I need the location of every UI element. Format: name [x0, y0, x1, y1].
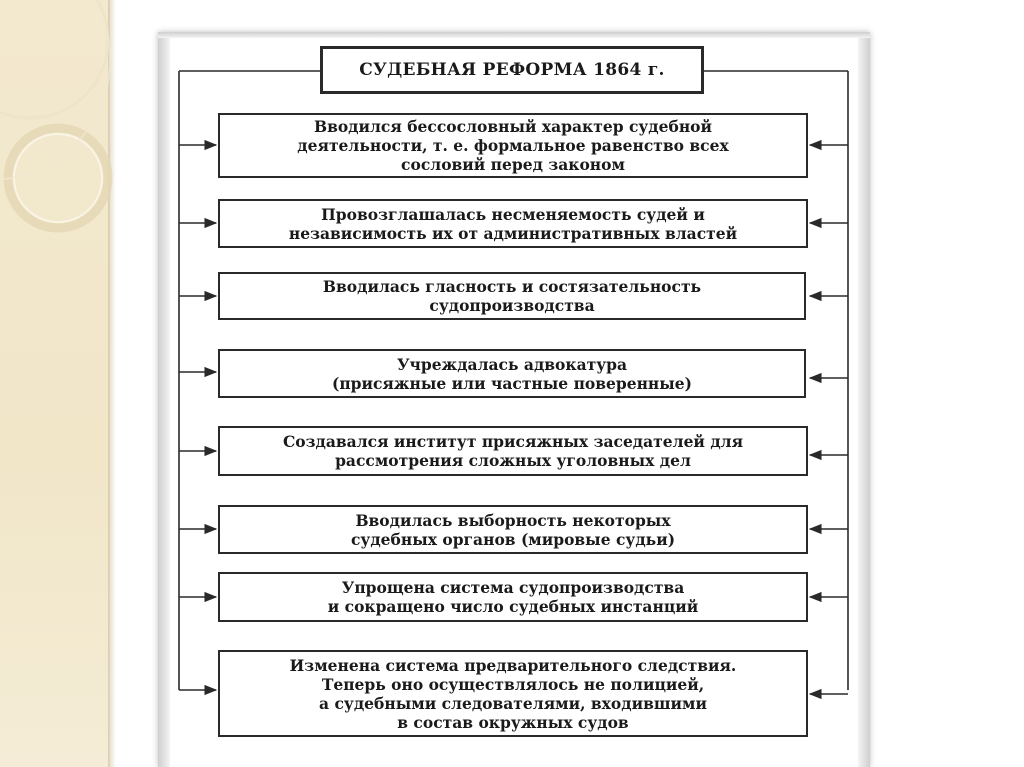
- reform-item-7: Упрощена система судопроизводства и сокращено число судебных инстанций: [218, 572, 808, 622]
- reform-item-5: Создавался институт присяжных заседателей для рассмотрения сложных уголовных дел: [218, 426, 808, 476]
- reform-item-4: Учреждалась адвокатура (присяжные или частные поверенные): [218, 349, 806, 398]
- diagram-title: СУДЕБНАЯ РЕФОРМА 1864 г.: [320, 46, 704, 94]
- reform-item-8: Изменена система предварительного следствия. Теперь оно осуществлялось не полицией, а судебными следователями, входившими в состав окружных судов: [218, 650, 808, 737]
- reform-item-3: Вводилась гласность и состязательность судопроизводства: [218, 272, 806, 320]
- reform-item-1: Вводился бессословный характер судебной деятельности, т. е. формальное равенство всех сословий перед законом: [218, 113, 808, 178]
- reform-item-6: Вводилась выборность некоторых судебных органов (мировые судьи): [218, 505, 808, 554]
- reform-item-2: Провозглашалась несменяемость судей и независимость их от административных властей: [218, 199, 808, 248]
